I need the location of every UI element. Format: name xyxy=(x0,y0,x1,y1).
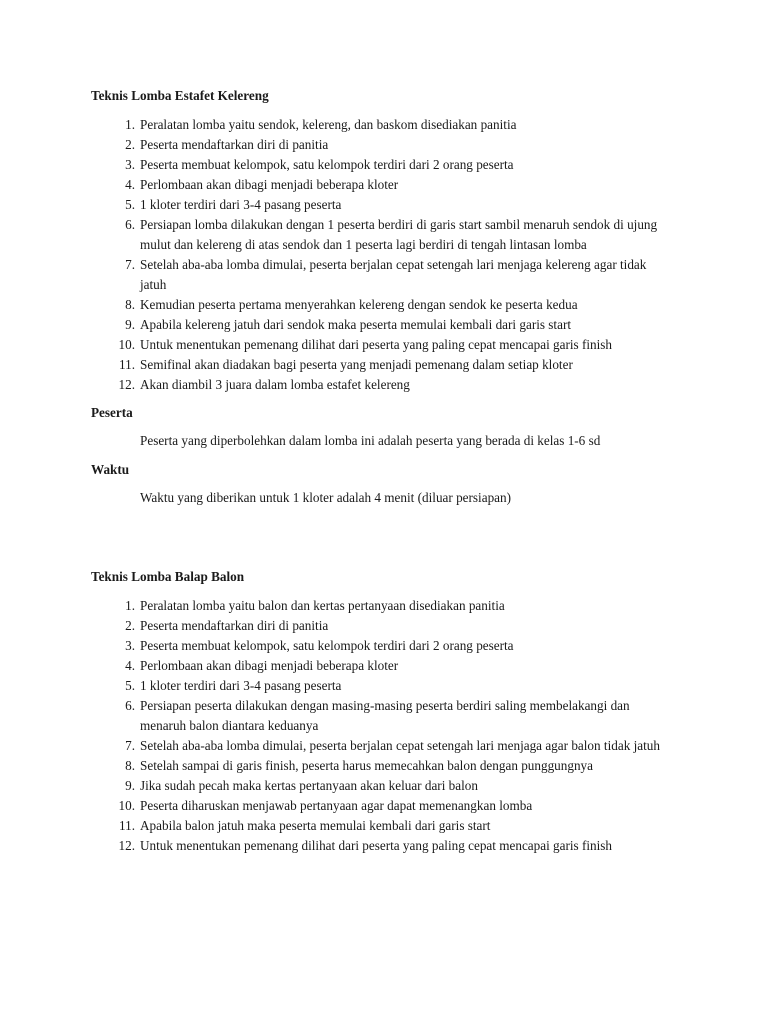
list-item-text: Perlombaan akan dibagi menjadi beberapa kloter xyxy=(140,177,399,192)
list-item-text: Persiapan peserta dilakukan dengan masing-masing peserta berdiri saling membelakangi dan menaruh balon diantara keduanya xyxy=(140,698,633,733)
list-item-text: Persiapan lomba dilakukan dengan 1 peserta berdiri di garis start sambil menaruh sendok di ujung mulut dan kelereng di atas sendok dan 1 peserta lagi berdiri di tengah lintasan lomba xyxy=(140,217,661,252)
list-item-number: 3. xyxy=(125,638,135,653)
list-item-number: 7. xyxy=(125,738,135,753)
section-spacer xyxy=(91,508,672,567)
subsection-heading-waktu: Waktu xyxy=(91,462,130,477)
list-item xyxy=(91,195,672,215)
list-item xyxy=(91,315,672,335)
list-item-number: 1. xyxy=(125,117,135,132)
spacer xyxy=(91,423,672,431)
list-item-text: Peralatan lomba yaitu balon dan kertas pertanyaan disediakan panitia xyxy=(140,598,505,613)
list-item-number: 10. xyxy=(118,337,135,352)
list-item-text: Jika sudah pecah maka kertas pertanyaan akan keluar dari balon xyxy=(140,778,478,793)
list-item xyxy=(91,836,672,856)
list-item-text: Peserta membuat kelompok, satu kelompok terdiri dari 2 orang peserta xyxy=(140,638,514,653)
spacer xyxy=(91,587,672,596)
list-item xyxy=(91,155,672,175)
list-item-text: Kemudian peserta pertama menyerahkan kelereng dengan sendok ke peserta kedua xyxy=(140,297,578,312)
list-item-number: 2. xyxy=(125,618,135,633)
section-heading-estafet-kelereng: Teknis Lomba Estafet Kelereng xyxy=(91,88,269,103)
list-item-number: 3. xyxy=(125,157,135,172)
list-item-text: Setelah sampai di garis finish, peserta harus memecahkan balon dengan punggungnya xyxy=(140,758,594,773)
list-item xyxy=(91,656,672,676)
list-item-number: 4. xyxy=(125,658,135,673)
list-item-number: 1. xyxy=(125,598,135,613)
list-balap-balon xyxy=(91,596,672,856)
list-item-text: Setelah aba-aba lomba dimulai, peserta berjalan cepat setengah lari menjaga agar balon tidak jatuh xyxy=(140,738,660,753)
list-item xyxy=(91,335,672,355)
list-item xyxy=(91,816,672,836)
list-item xyxy=(91,135,672,155)
list-item-text: Akan diambil 3 juara dalam lomba estafet kelereng xyxy=(140,377,410,392)
list-item xyxy=(91,616,672,636)
list-item-text: Setelah aba-aba lomba dimulai, peserta berjalan cepat setengah lari menjaga kelereng agar tidak jatuh xyxy=(140,257,650,292)
list-item-number: 2. xyxy=(125,137,135,152)
list-item-number: 4. xyxy=(125,177,135,192)
list-item-number: 11. xyxy=(119,818,135,833)
list-item-text: Peserta diharuskan menjawab pertanyaan agar dapat memenangkan lomba xyxy=(140,798,533,813)
list-item-number: 9. xyxy=(125,317,135,332)
list-item-number: 6. xyxy=(125,698,135,713)
list-item xyxy=(91,636,672,656)
list-item xyxy=(91,375,672,395)
list-item xyxy=(91,215,672,255)
list-item xyxy=(91,756,672,776)
list-item xyxy=(91,796,672,816)
spacer xyxy=(91,480,672,488)
list-item-number: 5. xyxy=(125,678,135,693)
list-item-number: 7. xyxy=(125,257,135,272)
list-item-text: 1 kloter terdiri dari 3-4 pasang peserta xyxy=(140,678,342,693)
list-item-text: Untuk menentukan pemenang dilihat dari peserta yang paling cepat mencapai garis finish xyxy=(140,337,613,352)
list-item-text: Semifinal akan diadakan bagi peserta yang menjadi pemenang dalam setiap kloter xyxy=(140,357,573,372)
list-item-text: Peserta mendaftarkan diri di panitia xyxy=(140,137,329,152)
paragraph-waktu: Waktu yang diberikan untuk 1 kloter adalah 4 menit (diluar persiapan) xyxy=(140,490,512,505)
list-item-text: 1 kloter terdiri dari 3-4 pasang peserta xyxy=(140,197,342,212)
list-item-number: 11. xyxy=(119,357,135,372)
list-item-text: Perlombaan akan dibagi menjadi beberapa kloter xyxy=(140,658,399,673)
list-item xyxy=(91,676,672,696)
list-item-number: 9. xyxy=(125,778,135,793)
list-item xyxy=(91,696,672,736)
list-item xyxy=(91,355,672,375)
list-estafet-kelereng xyxy=(91,115,672,395)
paragraph-peserta: Peserta yang diperbolehkan dalam lomba ini adalah peserta yang berada di kelas 1-6 sd xyxy=(140,433,601,448)
spacer xyxy=(91,451,672,460)
list-item-number: 6. xyxy=(125,217,135,232)
list-item-number: 5. xyxy=(125,197,135,212)
list-item-text: Peserta mendaftarkan diri di panitia xyxy=(140,618,329,633)
list-item xyxy=(91,776,672,796)
list-item xyxy=(91,736,672,756)
list-item xyxy=(91,255,672,295)
list-item xyxy=(91,295,672,315)
list-item-number: 8. xyxy=(125,297,135,312)
list-item-text: Apabila balon jatuh maka peserta memulai kembali dari garis start xyxy=(140,818,491,833)
list-item-text: Peserta membuat kelompok, satu kelompok terdiri dari 2 orang peserta xyxy=(140,157,514,172)
list-item-number: 12. xyxy=(118,377,135,392)
list-item-text: Apabila kelereng jatuh dari sendok maka peserta memulai kembali dari garis start xyxy=(140,317,572,332)
spacer xyxy=(91,106,672,115)
list-item xyxy=(91,115,672,135)
list-item-number: 10. xyxy=(118,798,135,813)
list-item xyxy=(91,596,672,616)
spacer xyxy=(91,395,672,403)
subsection-heading-peserta: Peserta xyxy=(91,405,133,420)
list-item-text: Untuk menentukan pemenang dilihat dari peserta yang paling cepat mencapai garis finish xyxy=(140,838,613,853)
list-item xyxy=(91,175,672,195)
list-item-number: 8. xyxy=(125,758,135,773)
list-item-text: Peralatan lomba yaitu sendok, kelereng, dan baskom disediakan panitia xyxy=(140,117,517,132)
section-heading-balap-balon: Teknis Lomba Balap Balon xyxy=(91,569,245,584)
list-item-number: 12. xyxy=(118,838,135,853)
